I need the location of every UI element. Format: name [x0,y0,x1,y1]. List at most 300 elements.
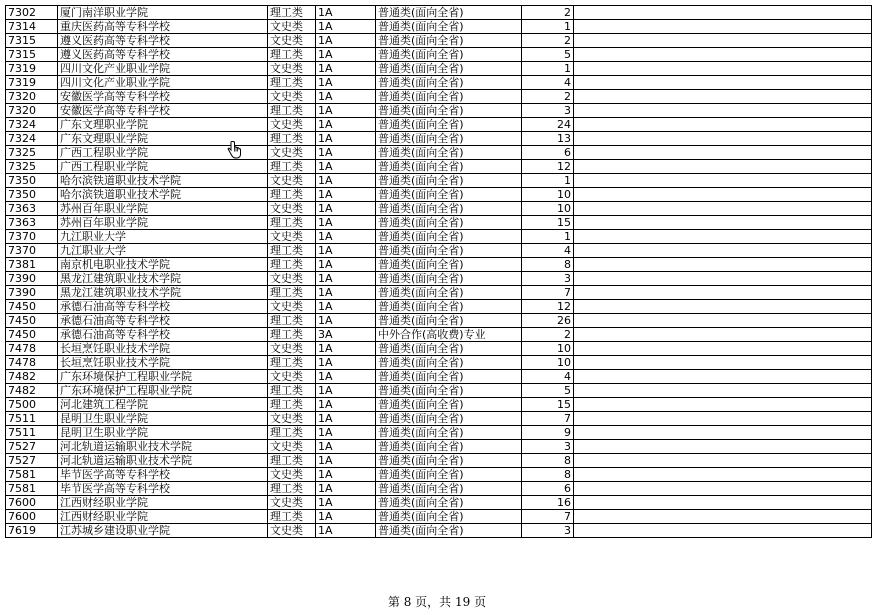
category-cell: 普通类(面向全省) [376,34,522,48]
subject-cell: 理工类 [268,384,316,398]
empty-cell [574,412,872,426]
subject-cell: 文史类 [268,496,316,510]
table-row [6,468,872,482]
category-cell: 普通类(面向全省) [376,384,522,398]
batch-cell: 1A [316,468,376,482]
subject-cell: 文史类 [268,300,316,314]
subject-cell: 理工类 [268,104,316,118]
subject-cell: 文史类 [268,412,316,426]
school-name-cell: 九江职业大学 [58,244,268,258]
plan-count-cell: 5 [522,48,574,62]
empty-cell [574,20,872,34]
subject-cell: 文史类 [268,202,316,216]
school-code-cell: 7363 [6,202,58,216]
table-row [6,104,872,118]
empty-cell [574,174,872,188]
school-name-cell: 河北轨道运输职业技术学院 [58,454,268,468]
school-name-cell: 九江职业大学 [58,230,268,244]
subject-cell: 文史类 [268,118,316,132]
category-cell: 普通类(面向全省) [376,398,522,412]
empty-cell [574,426,872,440]
category-cell: 普通类(面向全省) [376,202,522,216]
school-name-cell: 安徽医学高等专科学校 [58,90,268,104]
table-row [6,118,872,132]
plan-count-cell: 4 [522,370,574,384]
school-code-cell: 7320 [6,90,58,104]
plan-count-cell: 5 [522,384,574,398]
batch-cell: 1A [316,342,376,356]
batch-cell: 1A [316,510,376,524]
table-row [6,216,872,230]
category-cell: 普通类(面向全省) [376,188,522,202]
school-code-cell: 7500 [6,398,58,412]
school-code-cell: 7581 [6,482,58,496]
school-name-cell: 广东文理职业学院 [58,118,268,132]
table-row [6,524,872,538]
batch-cell: 1A [316,132,376,146]
empty-cell [574,286,872,300]
batch-cell: 1A [316,426,376,440]
school-name-cell: 南京机电职业技术学院 [58,258,268,272]
school-code-cell: 7619 [6,524,58,538]
plan-count-cell: 13 [522,132,574,146]
batch-cell: 1A [316,454,376,468]
subject-cell: 文史类 [268,272,316,286]
category-cell: 普通类(面向全省) [376,272,522,286]
empty-cell [574,90,872,104]
table-row [6,300,872,314]
plan-count-cell: 8 [522,468,574,482]
school-name-cell: 昆明卫生职业学院 [58,426,268,440]
table-row [6,412,872,426]
school-name-cell: 广西工程职业学院 [58,146,268,160]
table-row [6,356,872,370]
batch-cell: 1A [316,6,376,20]
school-name-cell: 毕节医学高等专科学校 [58,482,268,496]
plan-count-cell: 10 [522,342,574,356]
school-code-cell: 7511 [6,412,58,426]
category-cell: 普通类(面向全省) [376,524,522,538]
category-cell: 普通类(面向全省) [376,454,522,468]
school-code-cell: 7314 [6,20,58,34]
plan-count-cell: 8 [522,258,574,272]
school-name-cell: 四川文化产业职业学院 [58,76,268,90]
plan-count-cell: 7 [522,286,574,300]
plan-count-cell: 3 [522,440,574,454]
subject-cell: 理工类 [268,510,316,524]
table-row [6,342,872,356]
batch-cell: 1A [316,174,376,188]
category-cell: 普通类(面向全省) [376,258,522,272]
category-cell: 普通类(面向全省) [376,76,522,90]
batch-cell: 1A [316,286,376,300]
category-cell: 普通类(面向全省) [376,286,522,300]
table-row [6,454,872,468]
plan-count-cell: 3 [522,272,574,286]
plan-count-cell: 2 [522,328,574,342]
batch-cell: 1A [316,48,376,62]
plan-count-cell: 26 [522,314,574,328]
school-code-cell: 7581 [6,468,58,482]
plan-count-cell: 1 [522,174,574,188]
batch-cell: 1A [316,118,376,132]
school-code-cell: 7390 [6,272,58,286]
table-row [6,62,872,76]
school-code-cell: 7325 [6,160,58,174]
empty-cell [574,384,872,398]
table-row [6,496,872,510]
empty-cell [574,328,872,342]
plan-count-cell: 3 [522,104,574,118]
category-cell: 普通类(面向全省) [376,146,522,160]
empty-cell [574,48,872,62]
empty-cell [574,62,872,76]
table-row [6,510,872,524]
subject-cell: 文史类 [268,468,316,482]
subject-cell: 文史类 [268,230,316,244]
batch-cell: 1A [316,244,376,258]
batch-cell: 1A [316,146,376,160]
school-name-cell: 长垣烹饪职业技术学院 [58,356,268,370]
table-row [6,174,872,188]
plan-count-cell: 12 [522,160,574,174]
school-code-cell: 7478 [6,342,58,356]
empty-cell [574,468,872,482]
plan-count-cell: 15 [522,398,574,412]
empty-cell [574,370,872,384]
subject-cell: 理工类 [268,356,316,370]
empty-cell [574,510,872,524]
plan-count-cell: 12 [522,300,574,314]
empty-cell [574,76,872,90]
empty-cell [574,258,872,272]
batch-cell: 1A [316,300,376,314]
hand-pointer-icon [226,141,242,159]
school-code-cell: 7302 [6,6,58,20]
empty-cell [574,202,872,216]
batch-cell: 1A [316,230,376,244]
batch-cell: 1A [316,90,376,104]
category-cell: 普通类(面向全省) [376,48,522,62]
batch-cell: 1A [316,202,376,216]
school-name-cell: 哈尔滨铁道职业技术学院 [58,188,268,202]
batch-cell: 1A [316,370,376,384]
school-name-cell: 遵义医药高等专科学校 [58,34,268,48]
subject-cell: 文史类 [268,34,316,48]
empty-cell [574,314,872,328]
school-code-cell: 7450 [6,314,58,328]
category-cell: 普通类(面向全省) [376,230,522,244]
school-name-cell: 安徽医学高等专科学校 [58,104,268,118]
batch-cell: 1A [316,216,376,230]
empty-cell [574,118,872,132]
category-cell: 普通类(面向全省) [376,6,522,20]
subject-cell: 理工类 [268,258,316,272]
school-code-cell: 7324 [6,132,58,146]
table-row [6,370,872,384]
page-footer: 第 8 页，共 19 页 [387,595,487,609]
category-cell: 普通类(面向全省) [376,412,522,426]
plan-count-cell: 4 [522,76,574,90]
plan-count-cell: 6 [522,146,574,160]
plan-count-cell: 2 [522,34,574,48]
table-row [6,132,872,146]
empty-cell [574,454,872,468]
school-code-cell: 7478 [6,356,58,370]
table-row [6,286,872,300]
school-name-cell: 广东环境保护工程职业学院 [58,370,268,384]
subject-cell: 文史类 [268,62,316,76]
table-row [6,76,872,90]
empty-cell [574,496,872,510]
category-cell: 普通类(面向全省) [376,90,522,104]
school-code-cell: 7315 [6,48,58,62]
batch-cell: 1A [316,398,376,412]
school-code-cell: 7319 [6,62,58,76]
empty-cell [574,104,872,118]
table-row [6,398,872,412]
batch-cell: 1A [316,524,376,538]
empty-cell [574,132,872,146]
school-code-cell: 7390 [6,286,58,300]
subject-cell: 文史类 [268,370,316,384]
school-code-cell: 7370 [6,230,58,244]
school-code-cell: 7325 [6,146,58,160]
school-name-cell: 四川文化产业职业学院 [58,62,268,76]
category-cell: 普通类(面向全省) [376,104,522,118]
empty-cell [574,6,872,20]
plan-count-cell: 8 [522,454,574,468]
school-name-cell: 长垣烹饪职业技术学院 [58,342,268,356]
category-cell: 普通类(面向全省) [376,356,522,370]
table-row [6,6,872,20]
subject-cell: 理工类 [268,216,316,230]
empty-cell [574,146,872,160]
subject-cell: 文史类 [268,524,316,538]
school-code-cell: 7350 [6,188,58,202]
batch-cell: 1A [316,356,376,370]
school-code-cell: 7527 [6,454,58,468]
table-row [6,90,872,104]
plan-count-cell: 7 [522,412,574,426]
table-row [6,440,872,454]
table-row [6,230,872,244]
table-row [6,160,872,174]
plan-count-cell: 6 [522,482,574,496]
school-code-cell: 7319 [6,76,58,90]
school-name-cell: 承德石油高等专科学校 [58,300,268,314]
subject-cell: 文史类 [268,342,316,356]
batch-cell: 1A [316,104,376,118]
empty-cell [574,356,872,370]
school-name-cell: 江苏城乡建设职业学院 [58,524,268,538]
table-row [6,482,872,496]
empty-cell [574,300,872,314]
plan-count-cell: 10 [522,202,574,216]
subject-cell: 理工类 [268,398,316,412]
category-cell: 普通类(面向全省) [376,482,522,496]
school-name-cell: 江西财经职业学院 [58,510,268,524]
plan-count-cell: 10 [522,356,574,370]
school-name-cell: 昆明卫生职业学院 [58,412,268,426]
school-code-cell: 7450 [6,300,58,314]
empty-cell [574,216,872,230]
admission-plan-table [5,5,872,538]
table-row [6,314,872,328]
empty-cell [574,398,872,412]
table-row [6,34,872,48]
school-code-cell: 7450 [6,328,58,342]
table-row [6,188,872,202]
subject-cell: 理工类 [268,328,316,342]
school-name-cell: 广东文理职业学院 [58,132,268,146]
category-cell: 中外合作(高收费)专业 [376,328,522,342]
subject-cell: 理工类 [268,244,316,258]
school-name-cell: 黑龙江建筑职业技术学院 [58,272,268,286]
school-code-cell: 7482 [6,384,58,398]
table-row [6,272,872,286]
subject-cell: 理工类 [268,314,316,328]
batch-cell: 1A [316,258,376,272]
table-body [6,6,872,538]
subject-cell: 理工类 [268,426,316,440]
school-code-cell: 7527 [6,440,58,454]
school-code-cell: 7381 [6,258,58,272]
category-cell: 普通类(面向全省) [376,314,522,328]
category-cell: 普通类(面向全省) [376,510,522,524]
subject-cell: 文史类 [268,440,316,454]
category-cell: 普通类(面向全省) [376,62,522,76]
batch-cell: 1A [316,482,376,496]
subject-cell: 理工类 [268,286,316,300]
school-name-cell: 重庆医药高等专科学校 [58,20,268,34]
school-code-cell: 7600 [6,496,58,510]
subject-cell: 理工类 [268,76,316,90]
batch-cell: 1A [316,188,376,202]
plan-count-cell: 3 [522,524,574,538]
subject-cell: 理工类 [268,48,316,62]
school-name-cell: 河北轨道运输职业技术学院 [58,440,268,454]
subject-cell: 理工类 [268,6,316,20]
batch-cell: 1A [316,76,376,90]
batch-cell: 1A [316,384,376,398]
plan-count-cell: 2 [522,90,574,104]
batch-cell: 1A [316,496,376,510]
plan-count-cell: 9 [522,426,574,440]
category-cell: 普通类(面向全省) [376,426,522,440]
school-name-cell: 江西财经职业学院 [58,496,268,510]
table-row [6,146,872,160]
empty-cell [574,34,872,48]
batch-cell: 3A [316,328,376,342]
school-code-cell: 7363 [6,216,58,230]
plan-count-cell: 1 [522,20,574,34]
category-cell: 普通类(面向全省) [376,132,522,146]
category-cell: 普通类(面向全省) [376,174,522,188]
subject-cell: 文史类 [268,20,316,34]
school-name-cell: 河北建筑工程学院 [58,398,268,412]
school-code-cell: 7350 [6,174,58,188]
table-row [6,202,872,216]
table-row [6,384,872,398]
category-cell: 普通类(面向全省) [376,244,522,258]
school-code-cell: 7511 [6,426,58,440]
category-cell: 普通类(面向全省) [376,300,522,314]
school-code-cell: 7370 [6,244,58,258]
school-name-cell: 广西工程职业学院 [58,160,268,174]
school-name-cell: 黑龙江建筑职业技术学院 [58,286,268,300]
table-row [6,20,872,34]
category-cell: 普通类(面向全省) [376,370,522,384]
batch-cell: 1A [316,314,376,328]
batch-cell: 1A [316,160,376,174]
school-name-cell: 广东环境保护工程职业学院 [58,384,268,398]
empty-cell [574,160,872,174]
school-name-cell: 承德石油高等专科学校 [58,314,268,328]
batch-cell: 1A [316,412,376,426]
school-name-cell: 苏州百年职业学院 [58,202,268,216]
school-name-cell: 哈尔滨铁道职业技术学院 [58,174,268,188]
category-cell: 普通类(面向全省) [376,496,522,510]
school-code-cell: 7600 [6,510,58,524]
batch-cell: 1A [316,62,376,76]
school-code-cell: 7320 [6,104,58,118]
plan-count-cell: 4 [522,244,574,258]
batch-cell: 1A [316,34,376,48]
subject-cell: 理工类 [268,160,316,174]
school-name-cell: 承德石油高等专科学校 [58,328,268,342]
table-row [6,426,872,440]
school-code-cell: 7482 [6,370,58,384]
category-cell: 普通类(面向全省) [376,342,522,356]
subject-cell: 文史类 [268,146,316,160]
plan-count-cell: 2 [522,6,574,20]
table-row [6,48,872,62]
school-name-cell: 遵义医药高等专科学校 [58,48,268,62]
empty-cell [574,342,872,356]
subject-cell: 理工类 [268,454,316,468]
school-code-cell: 7315 [6,34,58,48]
category-cell: 普通类(面向全省) [376,118,522,132]
school-name-cell: 苏州百年职业学院 [58,216,268,230]
empty-cell [574,440,872,454]
plan-count-cell: 1 [522,230,574,244]
subject-cell: 理工类 [268,188,316,202]
plan-count-cell: 15 [522,216,574,230]
subject-cell: 文史类 [268,174,316,188]
subject-cell: 理工类 [268,482,316,496]
table-row [6,258,872,272]
subject-cell: 文史类 [268,90,316,104]
subject-cell: 理工类 [268,132,316,146]
plan-count-cell: 7 [522,510,574,524]
school-code-cell: 7324 [6,118,58,132]
empty-cell [574,524,872,538]
category-cell: 普通类(面向全省) [376,216,522,230]
school-name-cell: 厦门南洋职业学院 [58,6,268,20]
empty-cell [574,230,872,244]
plan-count-cell: 24 [522,118,574,132]
category-cell: 普通类(面向全省) [376,440,522,454]
category-cell: 普通类(面向全省) [376,20,522,34]
empty-cell [574,188,872,202]
plan-count-cell: 1 [522,62,574,76]
empty-cell [574,482,872,496]
batch-cell: 1A [316,272,376,286]
plan-count-cell: 16 [522,496,574,510]
batch-cell: 1A [316,20,376,34]
empty-cell [574,244,872,258]
